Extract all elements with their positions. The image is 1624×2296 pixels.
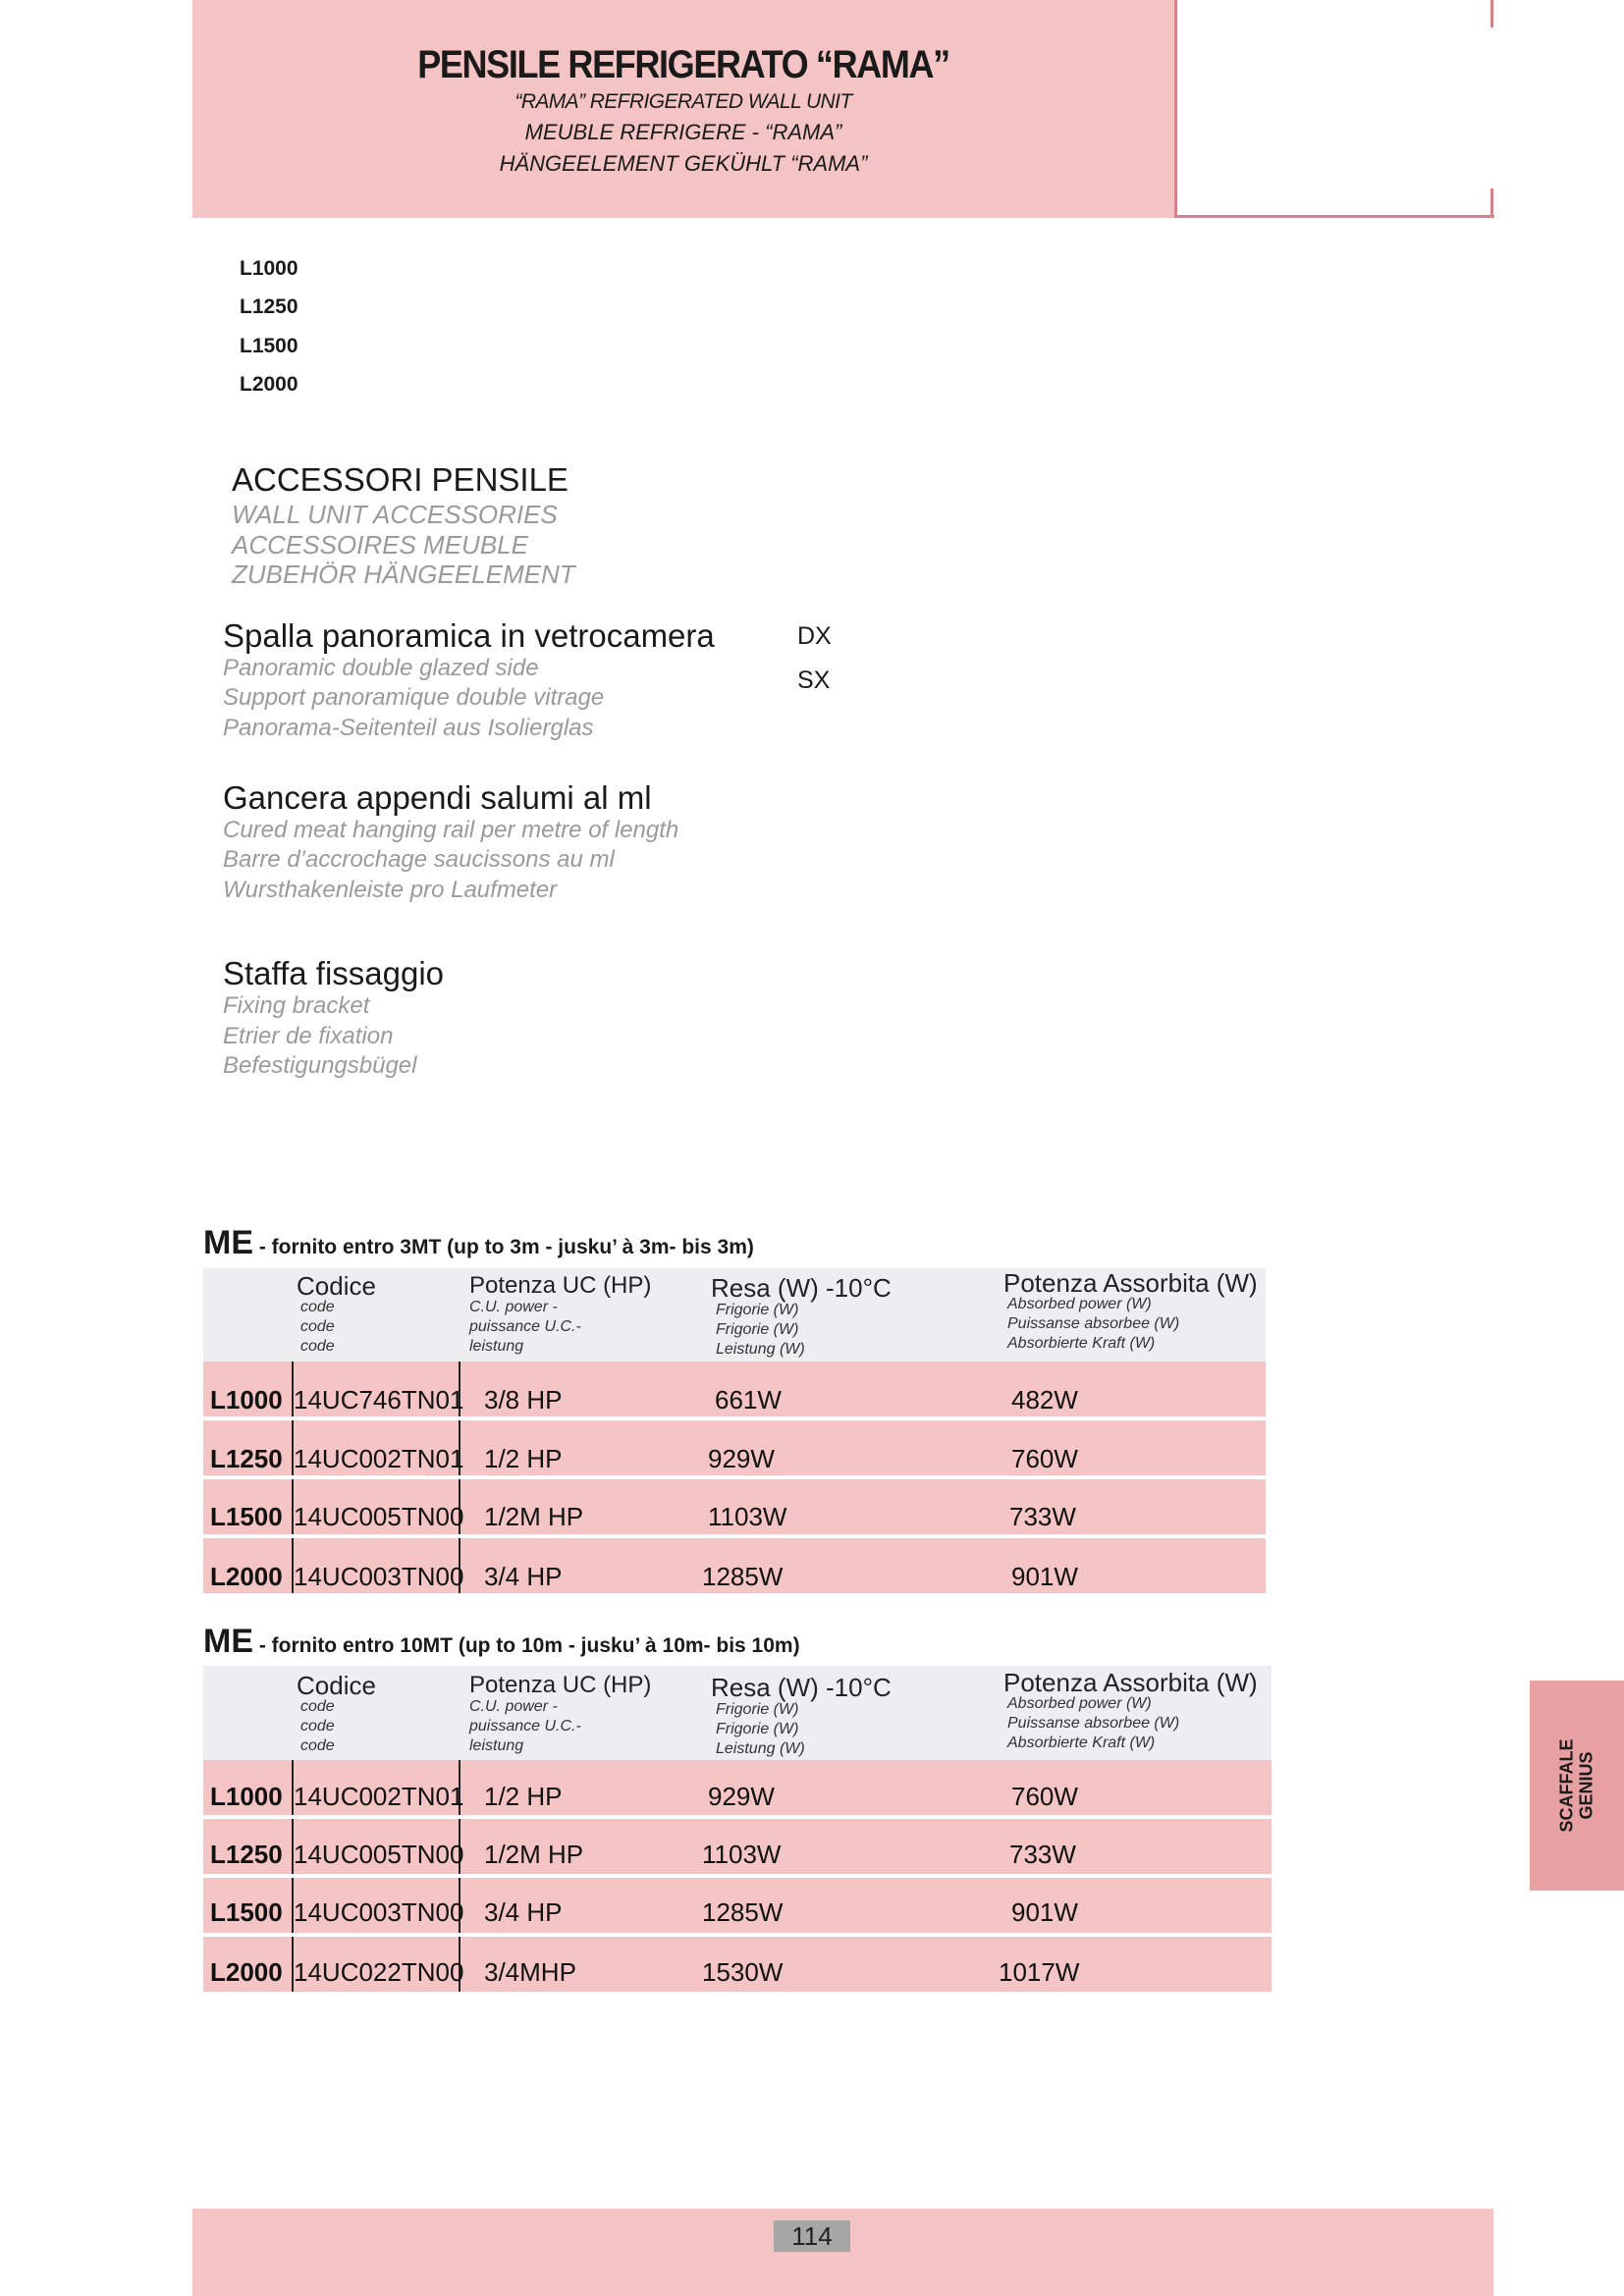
accessory-desc-de: Befestigungsbügel: [223, 1052, 417, 1079]
header-yield-sub: Frigorie (W) Frigorie (W) Leistung (W): [716, 1302, 805, 1358]
size-item: L1250: [240, 295, 298, 318]
cell-yield: 1530W: [702, 1957, 784, 1987]
cell-absorbed: 760W: [1011, 1782, 1078, 1811]
cell-size: L1250: [210, 1840, 283, 1869]
header-power-sub: C.U. power - puissance U.C.- leistung: [469, 1299, 581, 1355]
header-absorbed: Potenza Assorbita (W): [1003, 1668, 1258, 1697]
option-dx: DX: [797, 622, 832, 650]
header-code: Codice: [297, 1271, 376, 1301]
cell-size: L1500: [210, 1502, 283, 1531]
accessories-subtitle-de: ZUBEHÖR HÄNGEELEMENT: [232, 560, 575, 589]
accessories-subtitle-en: WALL UNIT ACCESSORIES: [232, 500, 558, 529]
accessories-title: ACCESSORI PENSILE: [232, 461, 568, 498]
size-item: L1500: [240, 335, 298, 357]
accessory-desc-en: Panoramic double glazed side: [223, 655, 539, 681]
cell-code: 14UC746TN01: [294, 1385, 464, 1415]
accessory-title: Spalla panoramica in vetrocamera: [223, 617, 715, 654]
header-absorbed: Potenza Assorbita (W): [1003, 1268, 1258, 1298]
cell-absorbed: 901W: [1011, 1562, 1078, 1591]
header-absorbed-sub: Absorbed power (W) Puissanse absorbee (W) Absorbierte Kraft (W): [1007, 1695, 1180, 1751]
header-power: Potenza UC (HP): [469, 1272, 652, 1299]
cell-yield: 929W: [708, 1782, 775, 1811]
cell-hp: 3/4 HP: [484, 1897, 563, 1927]
page-number: 114: [774, 2220, 850, 2252]
accessory-desc-en: Cured meat hanging rail per metre of length: [223, 817, 679, 843]
cell-code: 14UC005TN00: [294, 1840, 464, 1869]
cell-hp: 3/8 HP: [484, 1385, 563, 1415]
cell-size: L2000: [210, 1957, 283, 1987]
cell-absorbed: 901W: [1011, 1897, 1078, 1927]
header-yield: Resa (W) -10°C: [711, 1273, 892, 1303]
cell-hp: 1/2M HP: [484, 1502, 584, 1531]
table-title: ME - fornito entro 3MT (up to 3m - jusku’ à 3m- bis 3m): [203, 1224, 754, 1261]
cell-hp: 1/2 HP: [484, 1782, 563, 1811]
cell-yield: 661W: [715, 1385, 782, 1415]
cell-yield: 1285W: [702, 1562, 784, 1591]
cell-code: 14UC005TN00: [294, 1502, 464, 1531]
size-item: L1000: [240, 257, 298, 280]
cell-code: 14UC003TN00: [294, 1897, 464, 1927]
header-yield-sub: Frigorie (W) Frigorie (W) Leistung (W): [716, 1701, 805, 1757]
size-item: L2000: [240, 373, 298, 396]
cell-hp: 1/2M HP: [484, 1840, 584, 1869]
accessory-desc-de: Panorama-Seitenteil aus Isolierglas: [223, 715, 594, 741]
header-code-sub: code code code: [300, 1299, 335, 1355]
cell-size: L1000: [210, 1385, 283, 1415]
accessories-subtitle-fr: ACCESSOIRES MEUBLE: [232, 530, 528, 560]
accessory-desc-fr: Barre d’accrochage saucissons au ml: [223, 846, 615, 873]
cell-code: 14UC002TN01: [294, 1444, 464, 1473]
cell-hp: 3/4MHP: [484, 1957, 576, 1987]
image-frame: [1174, 0, 1494, 218]
subtitle-en: “RAMA” REFRIGERATED WALL UNIT: [514, 90, 852, 113]
cell-yield: 929W: [708, 1444, 775, 1473]
frame-mark-top: [1490, 0, 1493, 27]
header-yield: Resa (W) -10°C: [711, 1673, 892, 1702]
cell-hp: 1/2 HP: [484, 1444, 563, 1473]
cell-hp: 3/4 HP: [484, 1562, 563, 1591]
cell-absorbed: 733W: [1009, 1502, 1076, 1531]
option-sx: SX: [797, 667, 831, 694]
frame-mark-bottom: [1490, 188, 1493, 218]
cell-absorbed: 760W: [1011, 1444, 1078, 1473]
section-side-tab-label: SCAFFALE GENIUS: [1556, 1738, 1597, 1833]
header-code: Codice: [297, 1671, 376, 1700]
subtitle-de: HÄNGEELEMENT GEKÜHLT “RAMA”: [499, 151, 868, 176]
page-title: PENSILE REFRIGERATO “RAMA”: [417, 43, 949, 86]
subtitle-fr: MEUBLE REFRIGERE - “RAMA”: [524, 120, 842, 144]
accessory-desc-fr: Support panoramique double vitrage: [223, 684, 605, 711]
accessory-desc-en: Fixing bracket: [223, 992, 370, 1019]
cell-size: L1500: [210, 1897, 283, 1927]
header-power: Potenza UC (HP): [469, 1672, 652, 1698]
accessory-desc-de: Wursthakenleiste pro Laufmeter: [223, 877, 558, 903]
accessory-title: Gancera appendi salumi al ml: [223, 779, 652, 816]
cell-code: 14UC003TN00: [294, 1562, 464, 1591]
accessory-title: Staffa fissaggio: [223, 955, 445, 991]
cell-code: 14UC022TN00: [294, 1957, 464, 1987]
cell-absorbed: 482W: [1011, 1385, 1078, 1415]
cell-yield: 1103W: [708, 1502, 787, 1531]
header-code-sub: code code code: [300, 1698, 335, 1754]
cell-size: L1000: [210, 1782, 283, 1811]
header-absorbed-sub: Absorbed power (W) Puissanse absorbee (W) Absorbierte Kraft (W): [1007, 1296, 1180, 1352]
accessory-desc-fr: Etrier de fixation: [223, 1023, 394, 1049]
cell-code: 14UC002TN01: [294, 1782, 464, 1811]
cell-size: L1250: [210, 1444, 283, 1473]
header-power-sub: C.U. power - puissance U.C.- leistung: [469, 1698, 581, 1754]
table-title: ME - fornito entro 10MT (up to 10m - jusku’ à 10m- bis 10m): [203, 1623, 800, 1660]
cell-yield: 1285W: [702, 1897, 784, 1927]
cell-absorbed: 733W: [1009, 1840, 1076, 1869]
cell-size: L2000: [210, 1562, 283, 1591]
cell-yield: 1103W: [702, 1840, 782, 1869]
cell-absorbed: 1017W: [999, 1957, 1080, 1987]
